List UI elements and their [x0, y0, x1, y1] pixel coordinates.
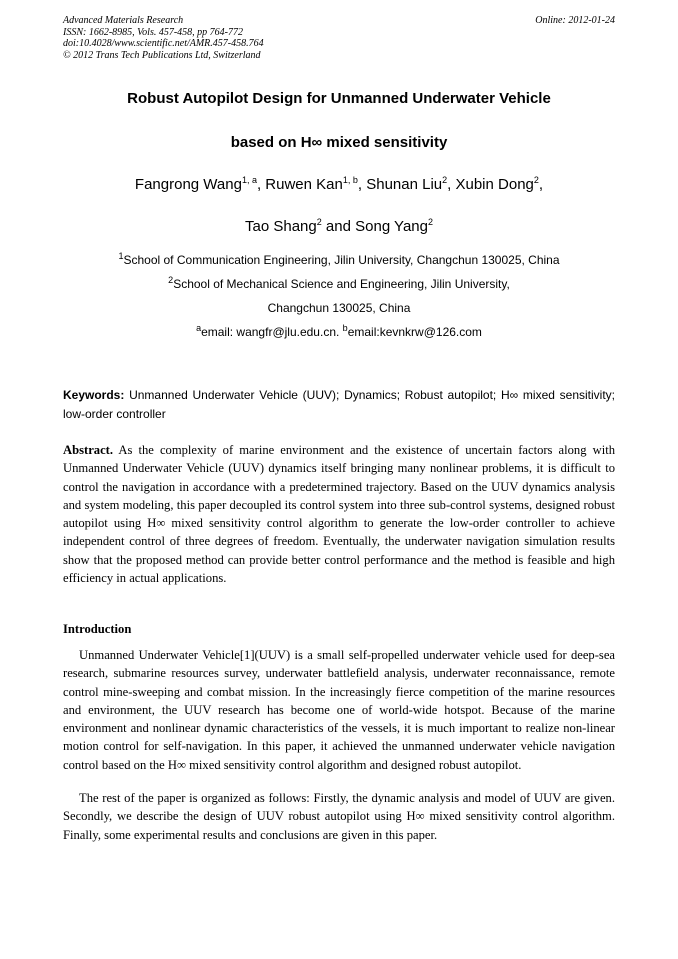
- copyright-line: © 2012 Trans Tech Publications Ltd, Switzerland: [63, 49, 261, 61]
- author-separator: ,: [357, 176, 367, 193]
- author-sup: 2: [316, 217, 322, 227]
- online-date: Online: 2012-01-24: [535, 15, 615, 26]
- affiliation-1: [0, 253, 678, 267]
- author-list-line1: [0, 176, 678, 193]
- affiliation-2-city: Changchun 130025, China: [267, 301, 411, 315]
- abstract-label: Abstract.: [63, 443, 114, 457]
- email-a[interactable]: email: wangfr@jlu.edu.cn.: [201, 325, 343, 339]
- author-sup: 2: [427, 217, 433, 227]
- author-name: Fangrong Wang: [134, 176, 242, 193]
- keywords-label: Keywords:: [63, 388, 125, 402]
- abstract-block: [63, 441, 615, 587]
- author-name: Tao Shang: [245, 218, 317, 235]
- author-separator: ,: [447, 176, 456, 193]
- author-sup: 2: [533, 175, 539, 185]
- journal-name: Advanced Materials Research: [63, 15, 184, 26]
- email-b[interactable]: email:kevnkrw@126.com: [347, 325, 482, 339]
- author-separator: ,: [256, 176, 266, 193]
- author-sup: 1, a: [241, 175, 257, 185]
- email-sup: b: [342, 323, 348, 333]
- author-name: Ruwen Kan: [265, 176, 343, 193]
- email-sup: a: [196, 323, 202, 333]
- author-conjunction: and: [321, 218, 356, 235]
- author-name: Xubin Dong: [455, 176, 534, 193]
- author-name: Shunan Liu: [366, 176, 443, 193]
- email-line: [0, 325, 678, 339]
- author-sup: 1, b: [342, 175, 358, 185]
- doi-line[interactable]: doi:10.4028/www.scientific.net/AMR.457-458.764: [63, 38, 264, 49]
- author-name: Song Yang: [355, 218, 428, 235]
- paper-title-line1: Robust Autopilot Design for Unmanned Underwater Vehicle: [127, 90, 551, 107]
- keywords-text: Unmanned Underwater Vehicle (UUV); Dynamics; Robust autopilot; H∞ mixed sensitivity; low-order controller: [63, 388, 615, 421]
- affiliation-sup: 2: [168, 275, 174, 285]
- author-separator: ,: [538, 176, 544, 193]
- abstract-text: As the complexity of marine environment and the existence of uncertain factors along with Unmanned Underwater Vehicle (UUV) dynamics itself bringing many nonlinear problems, it is difficult to control the navigation in accordance with a predetermined trajectory. Based on the UUV dynamics analysis and system modeling, this paper decoupled its control system into three sub-control systems, designed robust autopilot using H∞ mixed sensitivity control algorithm to generate the low-order controller to achieve independent control of three degrees of freedom. Eventually, the underwater navigation simulation results show that the proposed method can provide better control performance and the method is feasible and high efficiency in actual applications.: [63, 443, 615, 586]
- introduction-heading: Introduction: [63, 622, 132, 636]
- journal-header: [63, 15, 615, 61]
- keywords-block: [63, 386, 615, 424]
- author-list-line2: [0, 218, 678, 235]
- introduction-paragraph-2: The rest of the paper is organized as follows: Firstly, the dynamic analysis and model of UUV are given. Secondly, we describe the design of UUV robust autopilot using H∞ mixed sensitivity control algorithm. Finally, some experimental results and conclusions are given in this paper.: [63, 791, 615, 842]
- affiliation-sup: 1: [118, 251, 124, 261]
- affiliation-text: School of Communication Engineering, Jilin University, Changchun 130025, China: [123, 253, 560, 267]
- issn-line: ISSN: 1662-8985, Vols. 457-458, pp 764-772: [63, 26, 243, 38]
- paper-title-line2: based on H∞ mixed sensitivity: [230, 134, 448, 151]
- introduction-paragraph-1: Unmanned Underwater Vehicle[1](UUV) is a small self-propelled underwater vehicle used for deep-sea research, submarine resources survey, underwater battlefield analysis, underwater reconnaissance, remote control mine-sweeping and combat mission. In the increasingly fierce competition of the marine resources and environment, the UUV research has become one of world-wide hotspot. Because of the marine environment and nonlinear dynamic characteristics of the vessels, it is much important to realize non-linear motion control for self-navigation. In this paper, it achieved the unmanned underwater vehicle navigation control based on the H∞ mixed sensitivity control algorithm and designed robust autopilot.: [63, 648, 615, 772]
- affiliation-text: School of Mechanical Science and Engineering, Jilin University,: [173, 277, 510, 291]
- author-sup: 2: [442, 175, 448, 185]
- affiliation-2: [0, 277, 678, 291]
